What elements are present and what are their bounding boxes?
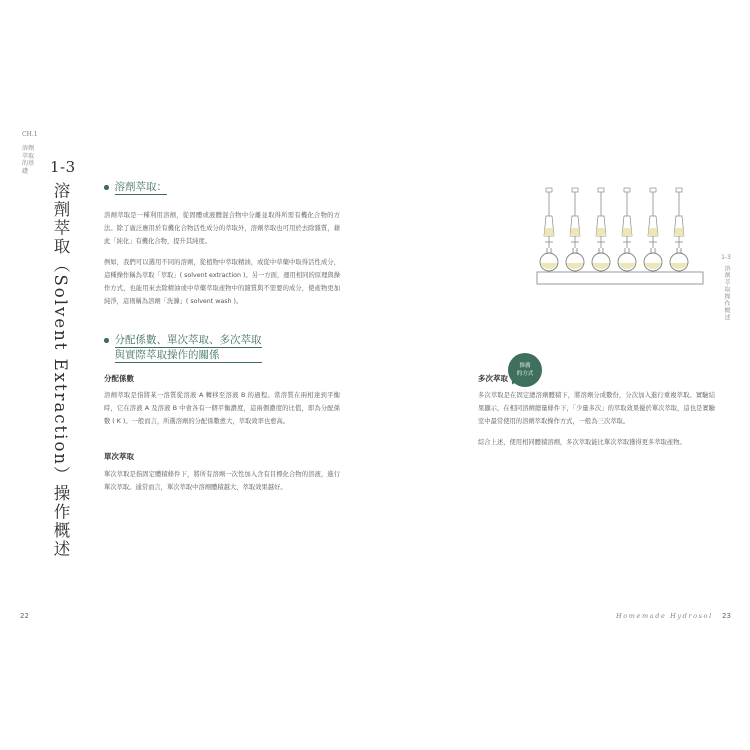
chapter-label: CH.1 xyxy=(22,131,38,138)
heading-line-2: 與實際萃取操作的關係 xyxy=(115,348,262,363)
bullet-dot-icon xyxy=(104,338,109,343)
paragraph-intro: 溶劑萃取是一種利用溶劑，從固體或液體混合物中分離並取得所需有機化合物的方法。除了廣泛應用於有機化合物活性成分的萃取外，溶劑萃取也可用於去除雜質，藉此「純化」有機化合物，提升其純度。 xyxy=(104,212,340,245)
paragraph-example: 例如，我們可以選用不同的溶劑，從植物中萃取精油，或從中草藥中取得活性成分，這種操作稱為萃取「萃取」( solvent extraction )。另一方面，運用相同的原理與操作方式，也能用來去除精油或中草藥萃取產物中的雜質與不需要的成分，使產物更加純淨，這則稱為溶劑「洗滌」( solvent wash )。 xyxy=(104,259,340,305)
recommended-badge xyxy=(508,353,542,387)
heading-line-1: 分配係數、單次萃取、多次萃取 xyxy=(114,334,262,346)
side-section-number: 1-3 xyxy=(721,254,731,261)
paragraph-multiple: 多次萃取是在固定總溶劑體積下，將溶劑分成數份，分次加入進行重複萃取。實驗結果顯示，在相同溶劑總量條件下，「少量多次」的萃取效果優於單次萃取，這也是實驗室中最常使用的溶劑萃取操作方式，一般為三次萃取。 xyxy=(478,392,715,425)
side-section-label xyxy=(719,254,733,323)
badge-line-2: 的方式 xyxy=(516,371,534,377)
page-number-right: 23 xyxy=(722,612,731,620)
subheading-multiple-extraction: 多次萃取 xyxy=(478,374,508,383)
subheading-partition-coefficient: 分配係數 xyxy=(104,374,134,383)
heading-text: 溶劑萃取： xyxy=(114,181,167,193)
subheading-single-extraction: 單次萃取 xyxy=(104,452,134,461)
heading-partition xyxy=(104,333,262,363)
paragraph-partition: 溶劑萃取是指將某一溶質從溶液 A 轉移至溶液 B 的過程。當溶質在兩相達到平衡時，它在溶液 A 及溶液 B 中會各有一個平衡濃度，這兩個濃度的比值，即為分配係數 ( K )。一般而言，所選溶劑的分配係數愈大，萃取效率也愈高。 xyxy=(104,392,340,425)
chapter-subtitle: 溶劑萃取的基礎 xyxy=(22,145,35,175)
heading-solvent-extraction xyxy=(104,180,167,195)
section-number: 1-3 xyxy=(50,158,76,176)
bullet-dot-icon xyxy=(104,185,109,190)
footer-book-title: Homemade Hydrosol xyxy=(616,612,713,620)
page-number-left: 22 xyxy=(20,612,29,620)
paragraph-single: 單次萃取是指固定體積條件下，將所有溶劑一次性加入含有目標化合物的溶液，進行單次萃取。通常而言，單次萃取中溶劑體積越大，萃取效果越好。 xyxy=(104,471,340,491)
section-vertical-title: 溶劑萃取（Solvent Extraction）操作概述 xyxy=(51,182,70,559)
badge-line-1: 推薦 xyxy=(519,363,531,369)
paragraph-summary: 綜合上述，使用相同體積溶劑，多次萃取能比單次萃取獲得更多萃取產物。 xyxy=(478,439,686,446)
separatory-funnel-illustration xyxy=(536,186,706,290)
side-section-title: 溶劑萃取操作概述 xyxy=(723,265,730,321)
separatory-funnel-icon xyxy=(540,188,558,271)
